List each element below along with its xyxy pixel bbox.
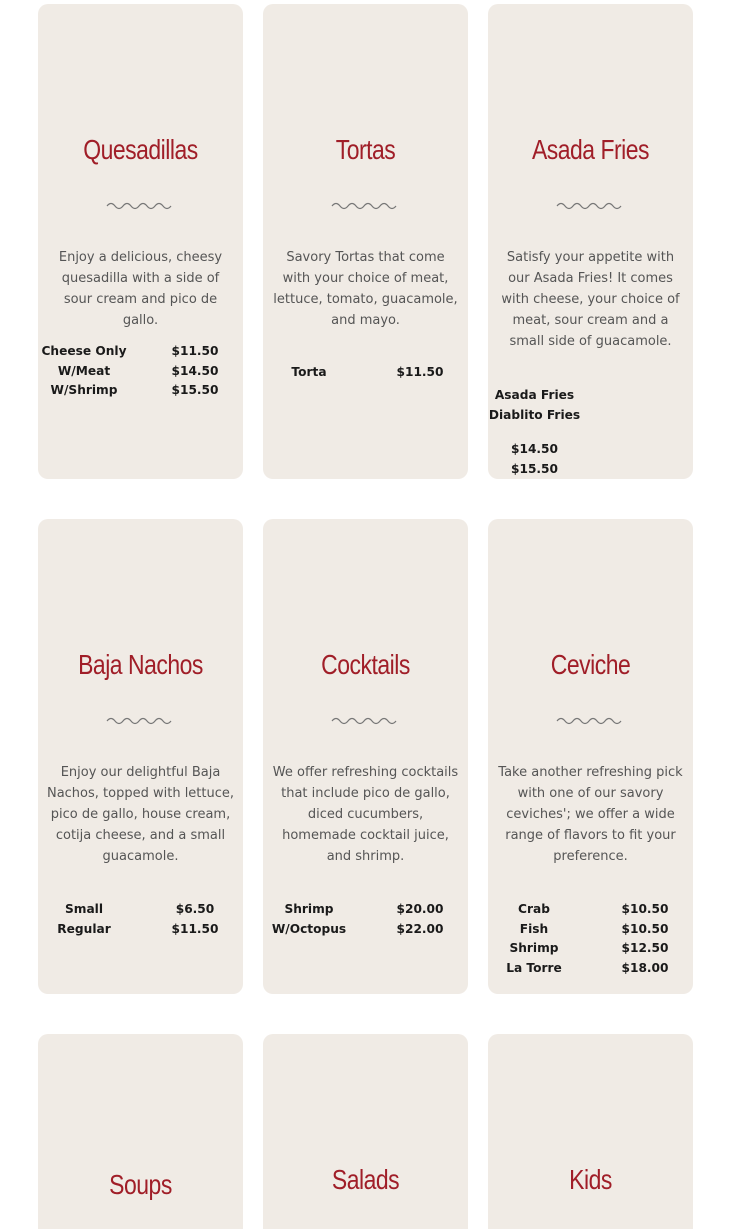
card-title: Tortas [335, 134, 396, 165]
item-price: $22.00 [396, 921, 444, 936]
price-row [488, 922, 693, 942]
wave-divider-icon [556, 200, 624, 212]
price-table [263, 902, 468, 941]
item-price: $15.50 [510, 461, 559, 476]
price-row [38, 383, 243, 403]
item-label: Regular [57, 921, 111, 936]
card-description: We offer refreshing cocktails that include pico de gallo, diced cucumbers, homemade cocktail juice, and shrimp. [272, 765, 459, 864]
card-title: Baja Nachos [78, 649, 203, 680]
menu-card-ceviche [488, 519, 693, 994]
item-label: Fish [519, 921, 549, 936]
item-price: $18.00 [621, 960, 669, 975]
price-table [263, 365, 468, 385]
item-label: W/Meat [57, 363, 111, 378]
price-row [488, 902, 693, 922]
menu-card-tortas [263, 4, 468, 479]
item-label: W/Octopus [271, 921, 347, 936]
item-price: $11.50 [396, 365, 444, 379]
card-title: Cocktails [321, 649, 410, 680]
price-table [38, 344, 243, 403]
price-row [263, 922, 468, 942]
wave-divider-icon [106, 715, 174, 727]
price-row [263, 365, 468, 385]
item-price: $11.50 [171, 921, 219, 936]
item-label: Small [64, 902, 104, 916]
wave-divider-icon [331, 200, 399, 212]
card-title: Asada Fries [531, 134, 650, 165]
item-label: La Torre [506, 960, 562, 975]
menu-card-quesadillas [38, 4, 243, 479]
price-row [488, 961, 693, 981]
card-description: Take another refreshing pick with one of our savory ceviches'; we offer a wide range of flavors to fit your preference. [498, 765, 683, 864]
item-label: Crab [518, 902, 550, 916]
item-price: $15.50 [171, 383, 219, 397]
menu-card-asada-fries [488, 4, 693, 479]
item-label: Diablito Fries [488, 407, 581, 422]
card-title: Quesadillas [83, 134, 198, 165]
item-label: Shrimp [284, 902, 334, 916]
card-title: Ceviche [550, 649, 631, 680]
item-price: $14.50 [510, 442, 559, 456]
item-price: $12.50 [621, 941, 669, 955]
price-row [38, 902, 243, 922]
item-label: Asada Fries [494, 388, 575, 402]
price-row [263, 902, 468, 922]
menu-card-soups [38, 1034, 243, 1229]
card-description: Enjoy our delightful Baja Nachos, topped with lettuce, pico de gallo, house cream, cotija cheese, and a small guacamole. [46, 765, 235, 864]
card-description: Savory Tortas that come with your choice of meat, lettuce, tomato, guacamole, and mayo. [273, 250, 458, 328]
price-row [38, 922, 243, 942]
item-price: $20.00 [396, 902, 444, 916]
item-price: $6.50 [175, 902, 215, 916]
item-label: Cheese Only [41, 344, 127, 358]
item-price: $11.50 [171, 344, 219, 358]
wave-divider-icon [556, 715, 624, 727]
card-description: Enjoy a delicious, cheesy quesadilla with a side of sour cream and pico de gallo. [58, 250, 223, 328]
price-table [38, 902, 243, 941]
card-description: Satisfy your appetite with our Asada Fries! It comes with cheese, your choice of meat, sour cream and a small side of guacamole. [501, 250, 680, 349]
item-prices [488, 440, 581, 479]
item-price: $10.50 [621, 921, 669, 936]
card-title: Soups [109, 1169, 172, 1200]
menu-card-salads [263, 1034, 468, 1229]
item-price: $10.50 [621, 902, 669, 916]
price-row [38, 364, 243, 384]
price-row [38, 344, 243, 364]
item-label: W/Shrimp [50, 383, 118, 397]
menu-card-cocktails [263, 519, 468, 994]
item-label: Shrimp [509, 941, 559, 955]
item-label: Torta [291, 365, 327, 379]
card-title: Kids [569, 1164, 612, 1195]
item-labels [488, 386, 581, 425]
item-price: $14.50 [171, 363, 219, 378]
card-title: Salads [331, 1164, 400, 1195]
menu-card-baja-nachos [38, 519, 243, 994]
menu-card-kids [488, 1034, 693, 1229]
price-table [488, 902, 693, 980]
wave-divider-icon [331, 715, 399, 727]
price-row [488, 941, 693, 961]
wave-divider-icon [106, 200, 174, 212]
